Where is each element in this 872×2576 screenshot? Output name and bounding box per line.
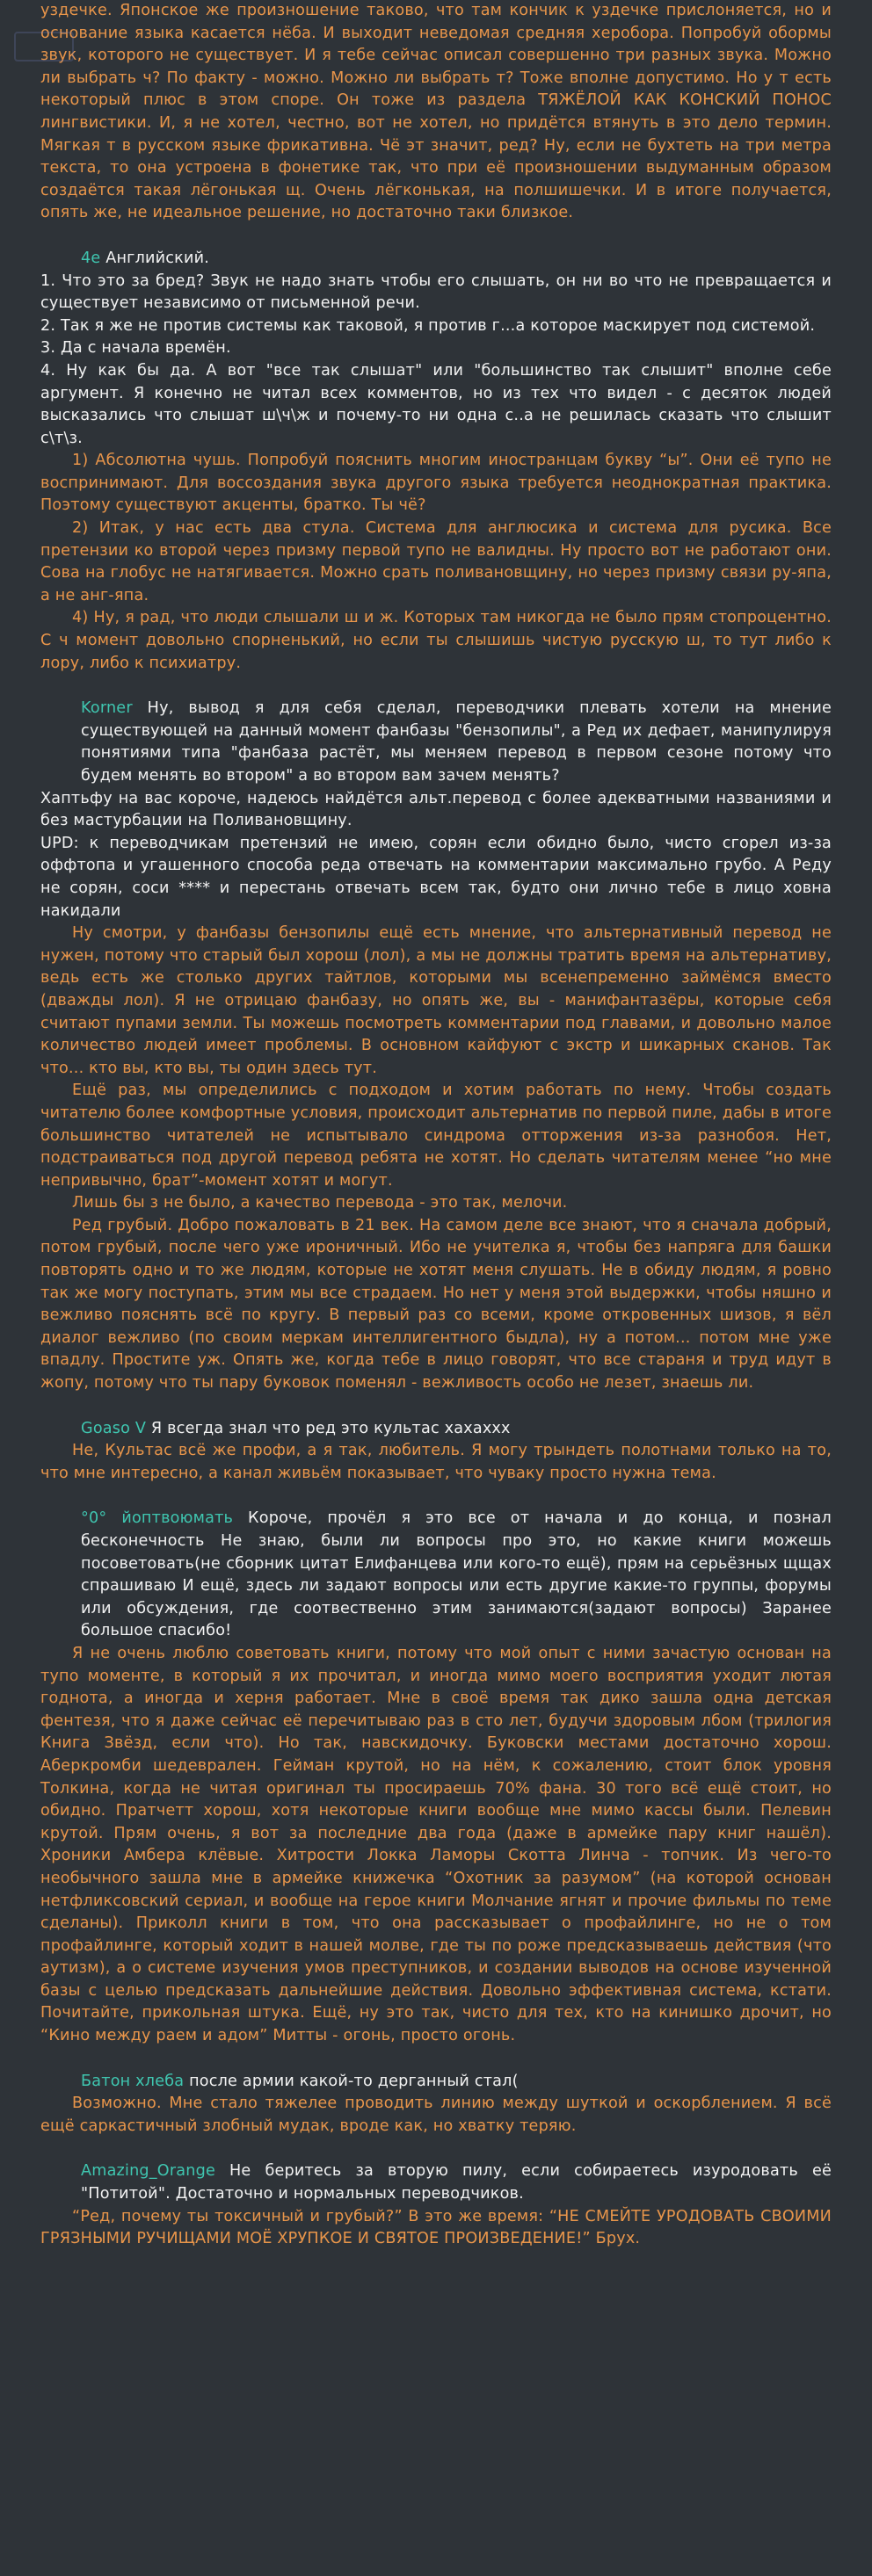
comment-text: Ну, вывод я для себя сделал, переводчики плевать хотели на мнение существующей на данный момент фанбазы "бензопилы", а Ред их дефает, манипулируя понятиями типа "фанбаза растёт, мы меняем перевод в первом сезоне потому что будем менять во втором" а во втором вам зачем менять?	[81, 699, 832, 785]
comment-text: после армии какой-то дерганный стал(	[184, 2072, 519, 2090]
comment-paragraph: UPD: к переводчикам претензий не имею, сорян если обидно было, чисто сгорел из-за оффтопа и угашенного способа реда отвечать на комментарии максимально грубо. А Реду не сорян, соси **** и перестань отвечать всем так, будто они лично тебе в лицо ховна накидали	[40, 834, 832, 920]
comment-header	[40, 2160, 832, 2205]
comment-thread	[40, 0, 832, 2251]
comment-block	[40, 0, 832, 225]
comment-paragraph: 2. Так я же не против системы как таковой, я против г...а которое маскирует под системой.	[40, 316, 816, 335]
comment-author-link[interactable]: 4e	[81, 249, 101, 267]
comment-block	[40, 698, 832, 1394]
reply-paragraph: 4) Ну, я рад, что люди слышали ш и ж. Которых там никогда не было прям стопроцентно. С ч момент довольно спорненький, но если ты слышишь чистую русскую ш, то тут либо к лору, либо к психиатру.	[40, 609, 832, 672]
reply-paragraph: 1) Абсолютна чушь. Попробуй пояснить многим иностранцам букву “ы”. Они её тупо не воспринимают. Для воссоздания звука другого языка требуется неоднократная практика. Поэтому существуют акценты, братко. Ты чё?	[40, 452, 832, 515]
reply-paragraph: уздечке. Японское же произношение таково, что там кончик к уздечке прислоняется, но и основание языка касается нёба. И выходит неведомая средняя херобора. Попробуй обормы звук, которого не существует. И я тебе сейчас описал совершенно три разных звука. Можно ли выбрать ч? По факту - можно. Можно ли выбрать т? Тоже вполне допустимо. Но у т есть некоторый плюс в этом споре. Он тоже из раздела ТЯЖЁЛОЙ КАК КОНСКИЙ ПОНОС лингвистики. И, я не хотел, честно, вот не хотел, но придётся втянуть в это дело термин. Мягкая т в русском языке фрикативна. Чё эт значит, ред? Ну, если не бухтеть на три метра текста, то она устроена в фонетике так, что при её произношении выдуманным образом создаётся такая лёгонькая щ. Очень лёгконькая, на полшишечки. И в итоге получается, опять же, не идеальное решение, но достаточно таки близкое.	[40, 2, 832, 222]
comment-paragraph: 3. Да с начала времён.	[40, 339, 231, 358]
comment-author-link[interactable]: Amazing_Orange	[81, 2162, 215, 2181]
comment-header	[40, 248, 832, 271]
reply-paragraph: Лишь бы з не было, а качество перевода - это так, мелочи.	[72, 1194, 568, 1212]
comment-paragraph: 1. Что это за бред? Звук не надо знать чтобы его слышать, он ни во что не превращается и существует независимо от письменной речи.	[40, 271, 832, 313]
comment-header	[40, 2071, 832, 2094]
comment-block	[40, 1418, 832, 1486]
comment-text: Английский.	[100, 249, 210, 267]
comment-author-link[interactable]: Батон хлеба	[81, 2072, 185, 2090]
comment-block	[40, 248, 832, 675]
comment-header	[40, 698, 832, 787]
comment-header	[40, 1418, 832, 1441]
comment-author-link[interactable]: Korner	[81, 699, 133, 718]
comment-text: Не беритесь за вторую пилу, если собираетесь изуродовать её "Потитой". Достаточно и нормальных переводчиков.	[81, 2162, 832, 2203]
comment-author-link[interactable]: °0° йоптвоюмать	[81, 1509, 234, 1528]
reply-paragraph: Ну смотри, у фанбазы бензопилы ещё есть мнение, что альтернативный перевод не нужен, потому что старый был хорош (лол), а мы не должны тратить время на альтернативу, ведь есть же столько других тайтлов, которыми мы всенепременно займёмся вместо (дважды лол). Я не отрицаю фанбазу, но опять же, вы - манифантазёры, которые себя считают пупами земли. Ты можешь посмотреть комментарии под главами, и довольно малое количество людей имеет проблемы. В основном кайфуют с экстр и шикарных сканов. Так что... кто вы, кто вы, ты один здесь тут.	[40, 924, 832, 1077]
comment-text: Я всегда знал что ред это культас хахаххх	[146, 1419, 511, 1437]
comment-paragraph: 4. Ну как бы да. А вот "все так слышат" или "большинство так слышит" вполне себе аргумент. Я конечно не читал всех комментов, но из тех что видел - с десяток людей высказались что слышат ш\ч\ж и почему-то ни одна с..а не решилась сказать что слышит с\т\з.	[40, 361, 832, 447]
comment-block	[40, 1508, 832, 2047]
comment-author-link[interactable]: Goaso V	[81, 1419, 147, 1437]
reply-paragraph: Не, Культас всё же профи, а я так, любитель. Я могу трындеть полотнами только на то, что мне интересно, а канал живьём показывает, что чуваку просто нужна тема.	[40, 1442, 832, 1482]
reply-paragraph: Ред грубый. Добро пожаловать в 21 век. На самом деле все знают, что я сначала добрый, потом грубый, после чего уже ироничный. Ибо не учителка я, чтобы без напряга для башки повторять одно и то же людям, которые не хотят меня слушать. Не в обиду людям, я ровно так же могу поступать, этим мы все страдаем. Но нет у меня этой выдержки, чтобы няшно и вежливо пояснять всё по кругу. В первый раз со всеми, кроме откровенных шизов, я вёл диалог вежливо (по своим меркам интеллигентного быдла), ну а потом... потом мне уже впадлу. Простите уж. Опять же, когда тебе в лицо говорят, что все стараня и труд идут в жопу, потому что ты пару буковок поменял - вежливость особо не лезет, знаешь ли.	[40, 1216, 832, 1393]
comment-header	[40, 1508, 832, 1643]
comment-text: Короче, прочёл я это все от начала и до конца, и познал бесконечность Не знаю, были ли вопросы про это, но какие книги можешь посоветовать(не сборник цитат Елифанцева или кого-то ещё), прям на серьёзных щщах спрашиваю И ещё, здесь ли задают вопросы или есть другие какие-то группы, форумы или обсуждения, где соотвественно этим занимаются(задают вопросы) Заранее большое спасибо!	[81, 1509, 832, 1640]
reply-paragraph: Возможно. Мне стало тяжелее проводить линию между шуткой и оскорблением. Я всё ещё саркастичный злобный мудак, вроде как, но хватку теряю.	[40, 2095, 832, 2135]
reply-paragraph: Я не очень люблю советовать книги, потому что мой опыт с ними зачастую основан на тупо моменте, в который я их прочитал, и иногда мимо моего восприятия уходит лютая годнота, а иногда и херня работает. Мне в своё время так дико зашла одна детская фентезя, что я даже сейчас её перечитываю раз в сто лет, будучи здоровым лбом (трилогия Книга Звёзд, если что). Но так, навскидочку. Буковски местами достаточно хорош. Аберкромби шедеврален. Гейман крутой, но на нём, к сожалению, стоит блок уровня Толкина, когда не читая оригинал ты просираешь 70% фана. 30 того всё ещё стоит, но обидно. Пратчетт хорош, хотя некоторые книги вообще мне мимо кассы были. Пелевин крутой. Прям очень, я вот за последние два года (даже в армейке пару книг нашёл). Хроники Амбера клёвые. Хитрости Локка Ламоры Скотта Линча - топчик. Из чего-то необычного зашла мне в армейке книжечка “Охотник за разумом” (на которой основан нетфликсовский сериал, и вообще на герое книги Молчание ягнят и прочие фильмы по теме сделаны). Приколл книги в том, что она рассказывает о профайлинге, но не о том профайлинге, который ходит в нашей молве, где ты по роже предсказываешь действия (что аутизм), а о системе изучения умов преступников, и создании выводов на основе изученной базы с целью предсказать дальнейшие действия. Довольно эффективная система, кстати. Почитайте, прикольная штука. Ещё, ну это так, чисто для тех, кто на кинишко дрочит, но “Кино между раем и адом” Митты - огонь, просто огонь.	[40, 1644, 832, 2045]
reply-paragraph: “Ред, почему ты токсичный и грубый?” В это же время: “НЕ СМЕЙТЕ УРОДОВАТЬ СВОИМИ ГРЯЗНЫМИ РУЧИЩАМИ МОЁ ХРУПКОЕ И СВЯТОЕ ПРОИЗВЕДЕНИЕ!” Брух.	[40, 2207, 832, 2248]
reply-paragraph: 2) Итак, у нас есть два стула. Система для англюсика и система для русика. Все претензии ко второй через призму первой тупо не валидны. Ну просто вот не работают они. Сова на глобус не натягивается. Можно срать поливановщину, но через призму связи ру-япа, а не анг-япа.	[40, 519, 832, 604]
comment-block	[40, 2071, 832, 2138]
comment-paragraph: Хаптьфу на вас короче, надеюсь найдётся альт.перевод с более адекватными названиями и без мастурбации на Поливановщину.	[40, 789, 832, 830]
comment-block	[40, 2160, 832, 2250]
watermark-logo	[14, 32, 74, 62]
reply-paragraph: Ещё раз, мы определились с подходом и хотим работать по нему. Чтобы создать читателю более комфортные условия, происходит альтернатив по первой пиле, дабы в итоге большинство читателей не испытывало синдрома отторжения из-за разнобоя. Нет, подстраиваться под другой перевод ребята не хотят. Но сделать читателям менее “но мне непривычно, брат”-момент хотят и могут.	[40, 1082, 832, 1190]
